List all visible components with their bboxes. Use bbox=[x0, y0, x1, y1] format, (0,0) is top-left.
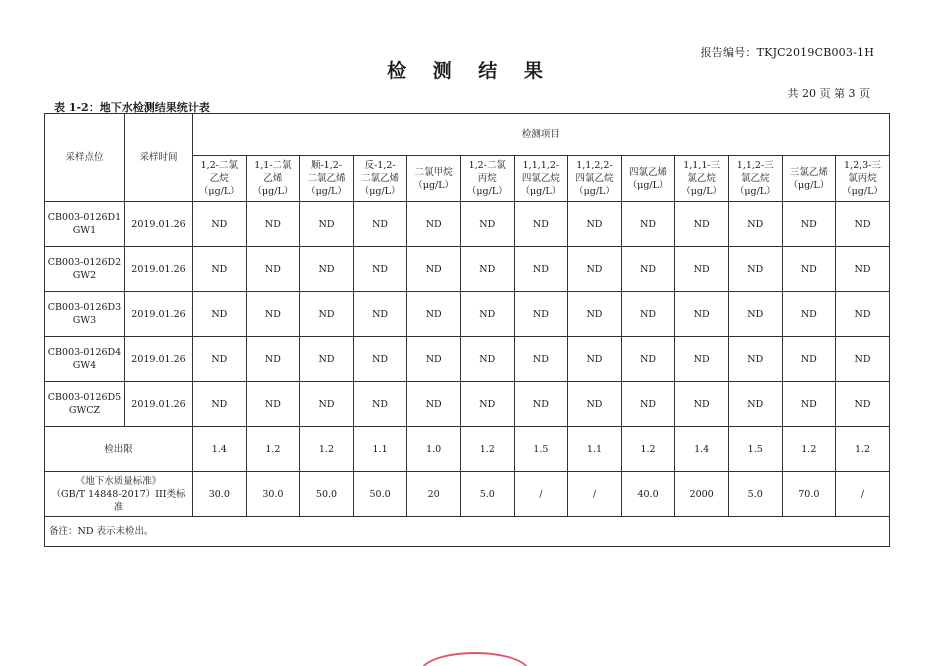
col-sampling-point: 采样点位 bbox=[45, 114, 125, 202]
standard-value-cell: / bbox=[568, 472, 622, 517]
col-item-line: 1,2-二氯 bbox=[200, 160, 238, 171]
standard-value-cell: 70.0 bbox=[782, 472, 836, 517]
sampling-date-cell: 2019.01.26 bbox=[125, 202, 193, 247]
standard-value-cell: 30.0 bbox=[193, 472, 247, 517]
col-item-line: 二氯乙烯 bbox=[361, 173, 400, 184]
detection-limit-cell: 1.4 bbox=[675, 427, 729, 472]
value-cell: ND bbox=[782, 247, 836, 292]
value-cell: ND bbox=[782, 337, 836, 382]
col-item-line: 丙烷 bbox=[477, 173, 497, 184]
value-cell: ND bbox=[300, 382, 354, 427]
col-item bbox=[246, 156, 300, 202]
col-item-line: （μg/L） bbox=[252, 186, 294, 197]
col-item bbox=[353, 156, 407, 202]
value-cell: ND bbox=[782, 382, 836, 427]
note-row bbox=[45, 517, 890, 547]
col-group-test-items: 检测项目 bbox=[193, 114, 890, 156]
value-cell: ND bbox=[836, 292, 890, 337]
value-cell: ND bbox=[353, 247, 407, 292]
col-item bbox=[193, 156, 247, 202]
value-cell: ND bbox=[675, 247, 729, 292]
detection-limit-cell: 1.2 bbox=[460, 427, 514, 472]
detection-limit-cell: 1.1 bbox=[568, 427, 622, 472]
page-info: 共 20 页 第 3 页 bbox=[787, 87, 870, 100]
detection-limit-cell: 1.0 bbox=[407, 427, 461, 472]
value-cell: ND bbox=[568, 202, 622, 247]
col-item-line: （μg/L） bbox=[627, 179, 669, 191]
value-cell: ND bbox=[836, 337, 890, 382]
col-item bbox=[836, 156, 890, 202]
value-cell: ND bbox=[193, 337, 247, 382]
value-cell: ND bbox=[675, 292, 729, 337]
sampling-point-line: GW2 bbox=[72, 270, 97, 281]
col-item-line: 氯乙烷 bbox=[687, 173, 716, 184]
value-cell: ND bbox=[675, 382, 729, 427]
value-cell: ND bbox=[621, 337, 675, 382]
value-cell: ND bbox=[246, 292, 300, 337]
detection-limit-cell: 1.2 bbox=[621, 427, 675, 472]
value-cell: ND bbox=[728, 202, 782, 247]
sampling-point-cell bbox=[45, 247, 125, 292]
sampling-date-cell: 2019.01.26 bbox=[125, 292, 193, 337]
col-item-line: 1,1,1-三 bbox=[683, 160, 721, 171]
detection-limit-cell: 1.5 bbox=[514, 427, 568, 472]
detection-limit-cell: 1.2 bbox=[836, 427, 890, 472]
value-cell: ND bbox=[353, 292, 407, 337]
value-cell: ND bbox=[300, 337, 354, 382]
value-cell: ND bbox=[621, 202, 675, 247]
sampling-point-line: GW4 bbox=[72, 360, 97, 371]
col-item-line: （μg/L） bbox=[734, 186, 776, 197]
value-cell: ND bbox=[246, 382, 300, 427]
value-cell: ND bbox=[246, 247, 300, 292]
value-cell: ND bbox=[460, 337, 514, 382]
col-item-line: 1,1,1,2- bbox=[522, 160, 560, 171]
value-cell: ND bbox=[353, 382, 407, 427]
sampling-point-cell bbox=[45, 382, 125, 427]
col-item-line: 乙烯 bbox=[263, 173, 283, 184]
sampling-date-cell: 2019.01.26 bbox=[125, 382, 193, 427]
value-cell: ND bbox=[407, 292, 461, 337]
standard-value-cell: / bbox=[836, 472, 890, 517]
value-cell: ND bbox=[514, 247, 568, 292]
col-item-line: 二氯甲烷 bbox=[414, 166, 453, 178]
value-cell: ND bbox=[621, 382, 675, 427]
value-cell: ND bbox=[246, 202, 300, 247]
standard-label-line: （GB/T 14848-2017）III类标准 bbox=[51, 488, 186, 513]
standard-value-cell: 20 bbox=[407, 472, 461, 517]
sampling-point-line: CB003-0126D2 bbox=[47, 257, 122, 268]
table-caption: 表 1-2：地下水检测结果统计表 bbox=[54, 101, 210, 114]
value-cell: ND bbox=[353, 337, 407, 382]
col-item-line: （μg/L） bbox=[198, 186, 240, 197]
sampling-date-cell: 2019.01.26 bbox=[125, 247, 193, 292]
value-cell: ND bbox=[193, 382, 247, 427]
value-cell: ND bbox=[782, 202, 836, 247]
value-cell: ND bbox=[621, 247, 675, 292]
table-row bbox=[45, 292, 890, 337]
value-cell: ND bbox=[407, 337, 461, 382]
standard-value-cell: 50.0 bbox=[300, 472, 354, 517]
results-table bbox=[44, 113, 890, 547]
value-cell: ND bbox=[675, 202, 729, 247]
col-item bbox=[568, 156, 622, 202]
col-item-line: （μg/L） bbox=[413, 179, 455, 191]
value-cell: ND bbox=[728, 292, 782, 337]
col-item-line: 1,1,2-三 bbox=[736, 160, 774, 171]
standard-value-cell: 5.0 bbox=[460, 472, 514, 517]
col-item bbox=[407, 156, 461, 202]
col-item-line: （μg/L） bbox=[359, 186, 401, 197]
standard-value-cell: 30.0 bbox=[246, 472, 300, 517]
sampling-point-line: CB003-0126D3 bbox=[47, 302, 122, 313]
col-item-line: 二氯乙烯 bbox=[307, 173, 346, 184]
table-row bbox=[45, 202, 890, 247]
value-cell: ND bbox=[568, 292, 622, 337]
value-cell: ND bbox=[460, 202, 514, 247]
value-cell: ND bbox=[836, 202, 890, 247]
value-cell: ND bbox=[300, 202, 354, 247]
value-cell: ND bbox=[407, 382, 461, 427]
col-item-line: 1,2-二氯 bbox=[468, 160, 506, 171]
header-row-1 bbox=[45, 114, 890, 156]
sampling-date-cell: 2019.01.26 bbox=[125, 337, 193, 382]
col-item-line: 乙烷 bbox=[209, 173, 229, 184]
value-cell: ND bbox=[514, 382, 568, 427]
value-cell: ND bbox=[621, 292, 675, 337]
value-cell: ND bbox=[568, 337, 622, 382]
value-cell: ND bbox=[407, 247, 461, 292]
col-item-line: （μg/L） bbox=[681, 186, 723, 197]
col-sampling-time: 采样时间 bbox=[125, 114, 193, 202]
sampling-point-line: GW3 bbox=[72, 315, 97, 326]
note-text: 备注：ND 表示未检出。 bbox=[45, 517, 890, 547]
value-cell: ND bbox=[728, 247, 782, 292]
sampling-point-line: CB003-0126D5 bbox=[47, 392, 122, 403]
detection-limit-cell: 1.4 bbox=[193, 427, 247, 472]
table-row bbox=[45, 382, 890, 427]
value-cell: ND bbox=[300, 292, 354, 337]
standard-value-cell: 5.0 bbox=[728, 472, 782, 517]
sampling-point-cell bbox=[45, 292, 125, 337]
col-item-line: 顺-1,2- bbox=[310, 160, 342, 171]
col-item-line: （μg/L） bbox=[842, 186, 883, 197]
col-item-line: 三氯乙烯 bbox=[789, 166, 828, 178]
sampling-point-cell bbox=[45, 337, 125, 382]
value-cell: ND bbox=[193, 247, 247, 292]
value-cell: ND bbox=[460, 292, 514, 337]
value-cell: ND bbox=[782, 292, 836, 337]
col-item-line: （μg/L） bbox=[520, 186, 562, 197]
standard-value-cell: / bbox=[514, 472, 568, 517]
value-cell: ND bbox=[514, 202, 568, 247]
col-item-line: 1,1-二氯 bbox=[254, 160, 292, 171]
col-item-line: （μg/L） bbox=[466, 186, 508, 197]
value-cell: ND bbox=[460, 247, 514, 292]
report-number: 报告编号：TKJC2019CB003-1H bbox=[700, 46, 874, 59]
value-cell: ND bbox=[353, 202, 407, 247]
col-item-line: 1,2,3-三 bbox=[844, 160, 881, 171]
table-row bbox=[45, 247, 890, 292]
value-cell: ND bbox=[728, 337, 782, 382]
value-cell: ND bbox=[568, 382, 622, 427]
standard-row bbox=[45, 472, 890, 517]
col-item bbox=[460, 156, 514, 202]
standard-value-cell: 40.0 bbox=[621, 472, 675, 517]
sampling-point-line: CB003-0126D4 bbox=[47, 347, 122, 358]
value-cell: ND bbox=[300, 247, 354, 292]
col-item-line: （μg/L） bbox=[788, 179, 830, 191]
col-item-line: 1,1,2,2- bbox=[576, 160, 613, 171]
inspection-stamp bbox=[420, 652, 530, 666]
detection-limit-cell: 1.5 bbox=[728, 427, 782, 472]
value-cell: ND bbox=[514, 292, 568, 337]
col-item-line: 氯丙烷 bbox=[848, 173, 877, 184]
col-item-line: 氯乙烷 bbox=[740, 173, 770, 184]
detection-limit-cell: 1.1 bbox=[353, 427, 407, 472]
sampling-point-line: GW1 bbox=[72, 225, 97, 236]
col-item-line: 四氯乙烷 bbox=[521, 173, 560, 184]
value-cell: ND bbox=[836, 247, 890, 292]
standard-value-cell: 50.0 bbox=[353, 472, 407, 517]
detection-limit-cell: 1.2 bbox=[300, 427, 354, 472]
col-item bbox=[621, 156, 675, 202]
value-cell: ND bbox=[460, 382, 514, 427]
page-title: 检 测 结 果 bbox=[387, 60, 553, 82]
value-cell: ND bbox=[514, 337, 568, 382]
col-item-line: 四氯乙烷 bbox=[575, 173, 614, 184]
col-item bbox=[300, 156, 354, 202]
standard-label bbox=[45, 472, 193, 517]
col-item-line: （μg/L） bbox=[306, 186, 347, 197]
sampling-point-line: GWCZ bbox=[68, 405, 101, 416]
value-cell: ND bbox=[193, 292, 247, 337]
value-cell: ND bbox=[568, 247, 622, 292]
detection-limit-row bbox=[45, 427, 890, 472]
value-cell: ND bbox=[193, 202, 247, 247]
sampling-point-cell bbox=[45, 202, 125, 247]
sampling-point-line: CB003-0126D1 bbox=[47, 212, 122, 223]
value-cell: ND bbox=[836, 382, 890, 427]
col-item-line: （μg/L） bbox=[574, 186, 615, 197]
table-row bbox=[45, 337, 890, 382]
col-item bbox=[728, 156, 782, 202]
value-cell: ND bbox=[675, 337, 729, 382]
value-cell: ND bbox=[246, 337, 300, 382]
col-item-line: 四氯乙烯 bbox=[629, 166, 668, 178]
col-item bbox=[782, 156, 836, 202]
standard-value-cell: 2000 bbox=[675, 472, 729, 517]
detection-limit-cell: 1.2 bbox=[246, 427, 300, 472]
col-item bbox=[514, 156, 568, 202]
detection-limit-label: 检出限 bbox=[45, 427, 193, 472]
col-item-line: 反-1,2- bbox=[364, 160, 396, 171]
value-cell: ND bbox=[728, 382, 782, 427]
col-item bbox=[675, 156, 729, 202]
detection-limit-cell: 1.2 bbox=[782, 427, 836, 472]
value-cell: ND bbox=[407, 202, 461, 247]
standard-label-line: 《地下水质量标准》 bbox=[75, 475, 162, 487]
